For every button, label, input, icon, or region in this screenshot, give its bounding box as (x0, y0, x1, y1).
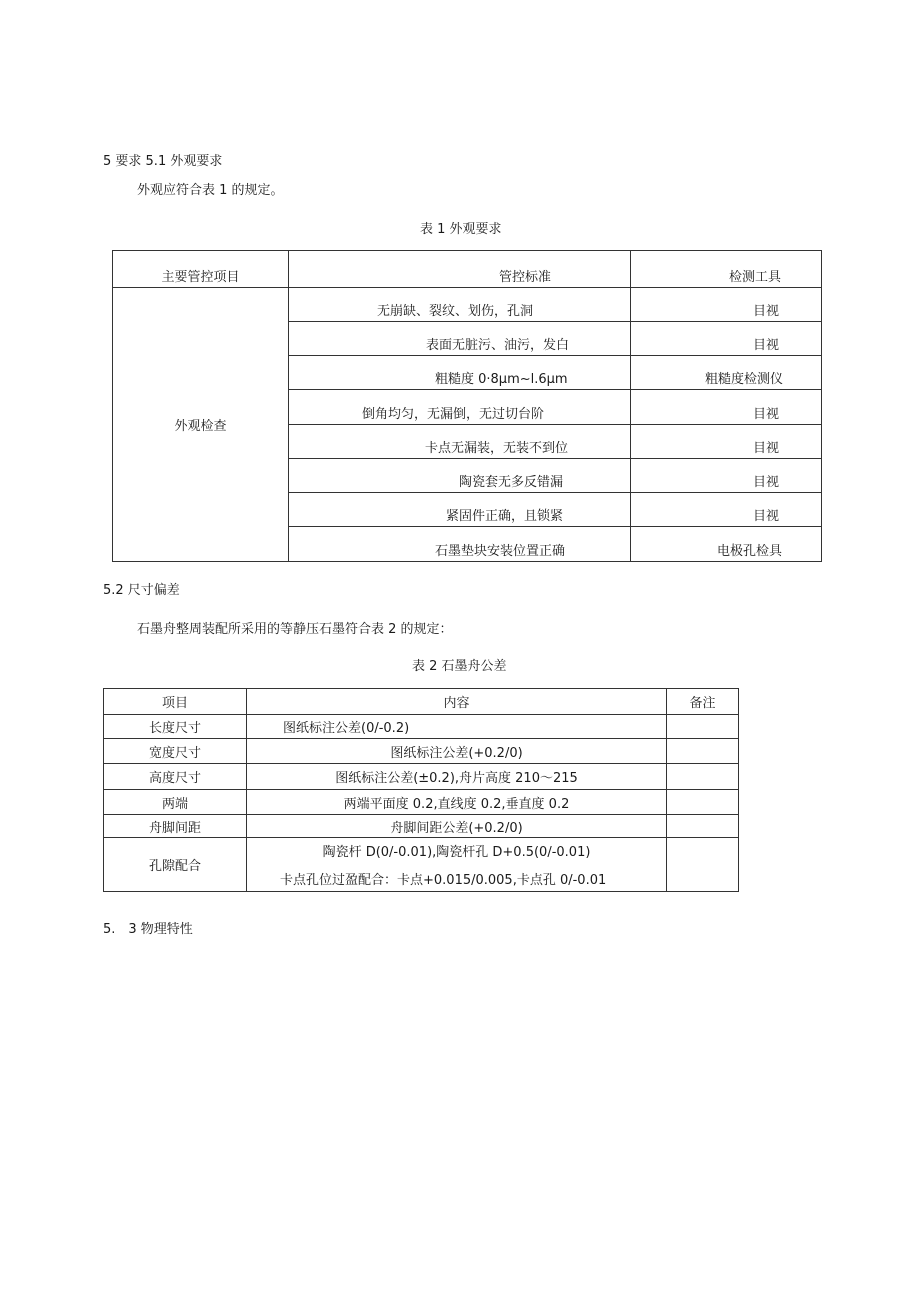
tool-cell: 目视 (631, 493, 822, 527)
table1-appearance (112, 250, 822, 562)
tool-cell: 电极孔检具 (631, 527, 822, 562)
note-cell (667, 815, 739, 838)
header-cell: 备注 (667, 689, 739, 715)
tool-cell: 目视 (631, 288, 822, 322)
section-5-intro: 外观应符合表 1 的规定。 (137, 183, 284, 198)
table-header-row (104, 689, 739, 715)
header-cell: 主要管控项目 (113, 251, 289, 288)
header-cell: 内容 (247, 689, 667, 715)
content-cell: 两端平面度 0.2,直线度 0.2,垂直度 0.2 (247, 790, 667, 815)
section-5-heading: 5 要求 5.1 外观要求 (103, 154, 223, 169)
header-cell: 管控标准 (289, 251, 631, 288)
item-cell: 高度尺寸 (104, 764, 247, 790)
item-cell: 两端 (104, 790, 247, 815)
content-line: 陶瓷杆 D(0/-0.01),陶瓷杆孔 D+0.5(0/-0.01) (322, 845, 591, 860)
table-row (104, 739, 739, 764)
note-cell (667, 715, 739, 739)
tool-cell: 目视 (631, 322, 822, 356)
standard-cell: 无崩缺、裂纹、划伤，孔洞 (289, 288, 631, 322)
standard-cell: 粗糙度 0·8μm~l.6μm (289, 356, 631, 390)
content-cell: 图纸标注公差(0/-0.2) (247, 715, 667, 739)
table2-tolerance (103, 688, 739, 892)
table1-caption: 表 1 外观要求 (420, 222, 502, 237)
table-row (104, 790, 739, 815)
table-row (104, 715, 739, 739)
table-row (104, 815, 739, 838)
standard-cell: 表面无脏污、油污，发白 (289, 322, 631, 356)
content-cell: 图纸标注公差(±0.2),舟片高度 210～215 (247, 764, 667, 790)
content-cell: 舟脚间距公差(+0.2/0) (247, 815, 667, 838)
section-5-2-intro: 石墨舟整周装配所采用的等静压石墨符合表 2 的规定： (137, 622, 453, 637)
content-cell (247, 838, 667, 892)
tool-cell: 粗糙度检测仪 (631, 356, 822, 390)
standard-cell: 石墨垫块安装位置正确 (289, 527, 631, 562)
header-cell: 检测工具 (631, 251, 822, 288)
group-cell: 外观检查 (113, 288, 289, 562)
standard-cell: 紧固件正确，且锁紧 (289, 493, 631, 527)
note-cell (667, 764, 739, 790)
content-cell: 图纸标注公差(+0.2/0) (247, 739, 667, 764)
item-cell: 孔隙配合 (104, 838, 247, 892)
table-row (104, 764, 739, 790)
note-cell (667, 838, 739, 892)
item-cell: 宽度尺寸 (104, 739, 247, 764)
section-5-2-heading: 5.2 尺寸偏差 (103, 583, 180, 598)
item-cell: 舟脚间距 (104, 815, 247, 838)
content-line: 卡点孔位过盈配合：卡点+0.015/0.005,卡点孔 0/-0.01 (280, 873, 607, 888)
table2-caption: 表 2 石墨舟公差 (412, 659, 507, 674)
header-cell: 项目 (104, 689, 247, 715)
standard-cell: 卡点无漏装，无装不到位 (289, 425, 631, 459)
note-cell (667, 790, 739, 815)
table-row (113, 288, 822, 322)
tool-cell: 目视 (631, 459, 822, 493)
table-header-row (113, 251, 822, 288)
section-5-3-heading: 5. 3 物理特性 (103, 922, 193, 937)
standard-cell: 倒角均匀，无漏倒，无过切台阶 (289, 390, 631, 425)
standard-cell: 陶瓷套无多反错漏 (289, 459, 631, 493)
tool-cell: 目视 (631, 390, 822, 425)
note-cell (667, 739, 739, 764)
item-cell: 长度尺寸 (104, 715, 247, 739)
table-row (104, 838, 739, 892)
tool-cell: 目视 (631, 425, 822, 459)
